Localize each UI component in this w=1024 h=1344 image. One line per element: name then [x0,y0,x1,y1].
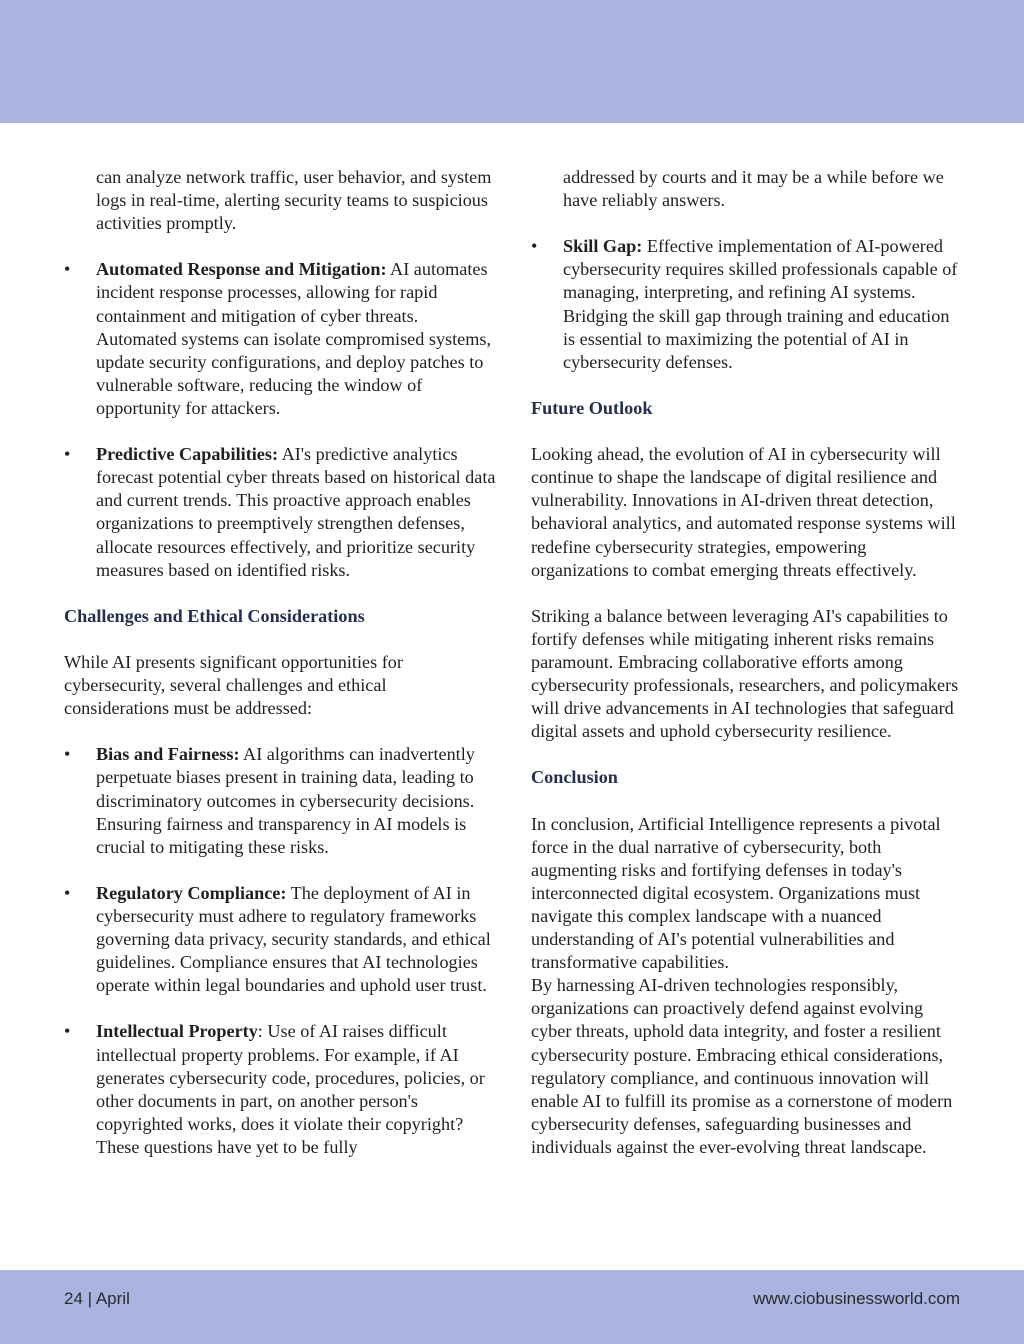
challenges-intro: While AI presents significant opportunities for cybersecurity, several challenges and ethical considerations must be addressed: [64,651,403,719]
bullet-text: AI's predictive analytics forecast potential cyber threats based on historical data and current trends. This proactive approach enables organizations to preemptively strengthen defenses, allocate resources effectively, and prioritize security measures based on identified risks. [96,444,496,580]
bullet-regulatory-compliance [64,882,496,997]
section-heading-future-outlook: Future Outlook [531,397,653,418]
bullet-dot: • [64,882,71,903]
header-band [0,0,1024,123]
continued-text: addressed by courts and it may be a while before we have reliably answers. [563,167,944,211]
bullet-text: Effective implementation of AI-powered cybersecurity requires skilled professionals capable of managing, interpreting, and refining AI systems. Bridging the skill gap through training and education is essential to maximizing the potential of AI in cybersecurity defenses. [563,236,958,372]
section-heading-challenges: Challenges and Ethical Considerations [64,605,365,626]
bullet-title: Regulatory Compliance: [96,882,287,903]
bullet-text: The deployment of AI in cybersecurity must adhere to regulatory frameworks governing data privacy, security standards, and ethical guidelines. Compliance ensures that AI technologies operate within legal boundaries and uphold user trust. [96,882,491,996]
bullet-title: Bias and Fairness: [96,744,240,765]
section-heading-conclusion: Conclusion [531,767,618,788]
bullet-text: AI algorithms can inadvertently perpetuate biases present in training data, leading to discriminatory outcomes in cybersecurity decisions. Ensuring fairness and transparency in AI models is crucial to mitigating these risks. [96,744,475,857]
website-link[interactable]: www.ciobusinessworld.com [753,1289,960,1308]
outlook-paragraph-2: Striking a balance between leveraging AI's capabilities to fortify defenses while mitigating inherent risks remains paramount. Embracing collaborative efforts among cybersecurity professionals, researchers, and policymakers will drive advancements in AI technologies that safeguard digital assets and uphold cybersecurity resilience. [531,605,959,742]
bullet-text: : Use of AI raises difficult intellectual property problems. For example, if AI generates cybersecurity code, procedures, policies, or other documents in part, on another person's copyrighted works, does it violate their copyright? These questions have yet to be fully [96,1021,485,1157]
outlook-paragraph-1: Looking ahead, the evolution of AI in cybersecurity will continue to shape the landscape of digital resilience and vulnerability. Innovations in AI-driven threat detection, behavioral analytics, and automated response systems will redefine cybersecurity strategies, empowering organizations to combat emerging threats effectively. [531,444,956,580]
bullet-dot: • [64,1021,71,1042]
left-column [64,166,496,1182]
bullet-automated-response [64,258,496,420]
bullet-dot: • [64,259,71,280]
page-folio: 24 | April [64,1289,130,1308]
right-column [531,166,963,1159]
bullet-bias-fairness [64,743,496,858]
continued-text: can analyze network traffic, user behavior, and system logs in real-time, alerting security teams to suspicious activities promptly. [96,167,492,234]
bullet-title: Predictive Capabilities: [96,444,279,465]
conclusion-paragraph-2: By harnessing AI-driven technologies responsibly, organizations can proactively defend against evolving cyber threats, uphold data integrity, and foster a resilient cybersecurity posture. Embracing ethical considerations, regulatory compliance, and continuous innovation will enable AI to fulfill its promise as a cornerstone of modern cybersecurity defenses, safeguarding businesses and individuals against the ever-evolving threat landscape. [531,975,953,1157]
bullet-dot: • [531,236,538,257]
bullet-title: Skill Gap: [563,236,643,257]
bullet-title: Intellectual Property [96,1021,258,1042]
bullet-text: AI automates incident response processes, allowing for rapid containment and mitigation of cyber threats. Automated systems can isolate compromised systems, update security configurations, and deploy patches to vulnerable software, reducing the window of opportunity for attackers. [96,259,492,418]
bullet-dot: • [64,444,71,465]
bullet-predictive-capabilities [64,443,496,582]
bullet-dot: • [64,744,71,765]
bullet-skill-gap [531,235,963,374]
conclusion-paragraph-1: In conclusion, Artificial Intelligence represents a pivotal force in the dual narrative of cybersecurity, both augmenting risks and fortifying defenses in today's interconnected digital ecosystem. Organizations must navigate this complex landscape with a nuanced understanding of AI's potential vulnerabilities and transformative capabilities. [531,813,941,973]
bullet-title: Automated Response and Mitigation: [96,259,387,280]
bullet-intellectual-property [64,1020,496,1159]
